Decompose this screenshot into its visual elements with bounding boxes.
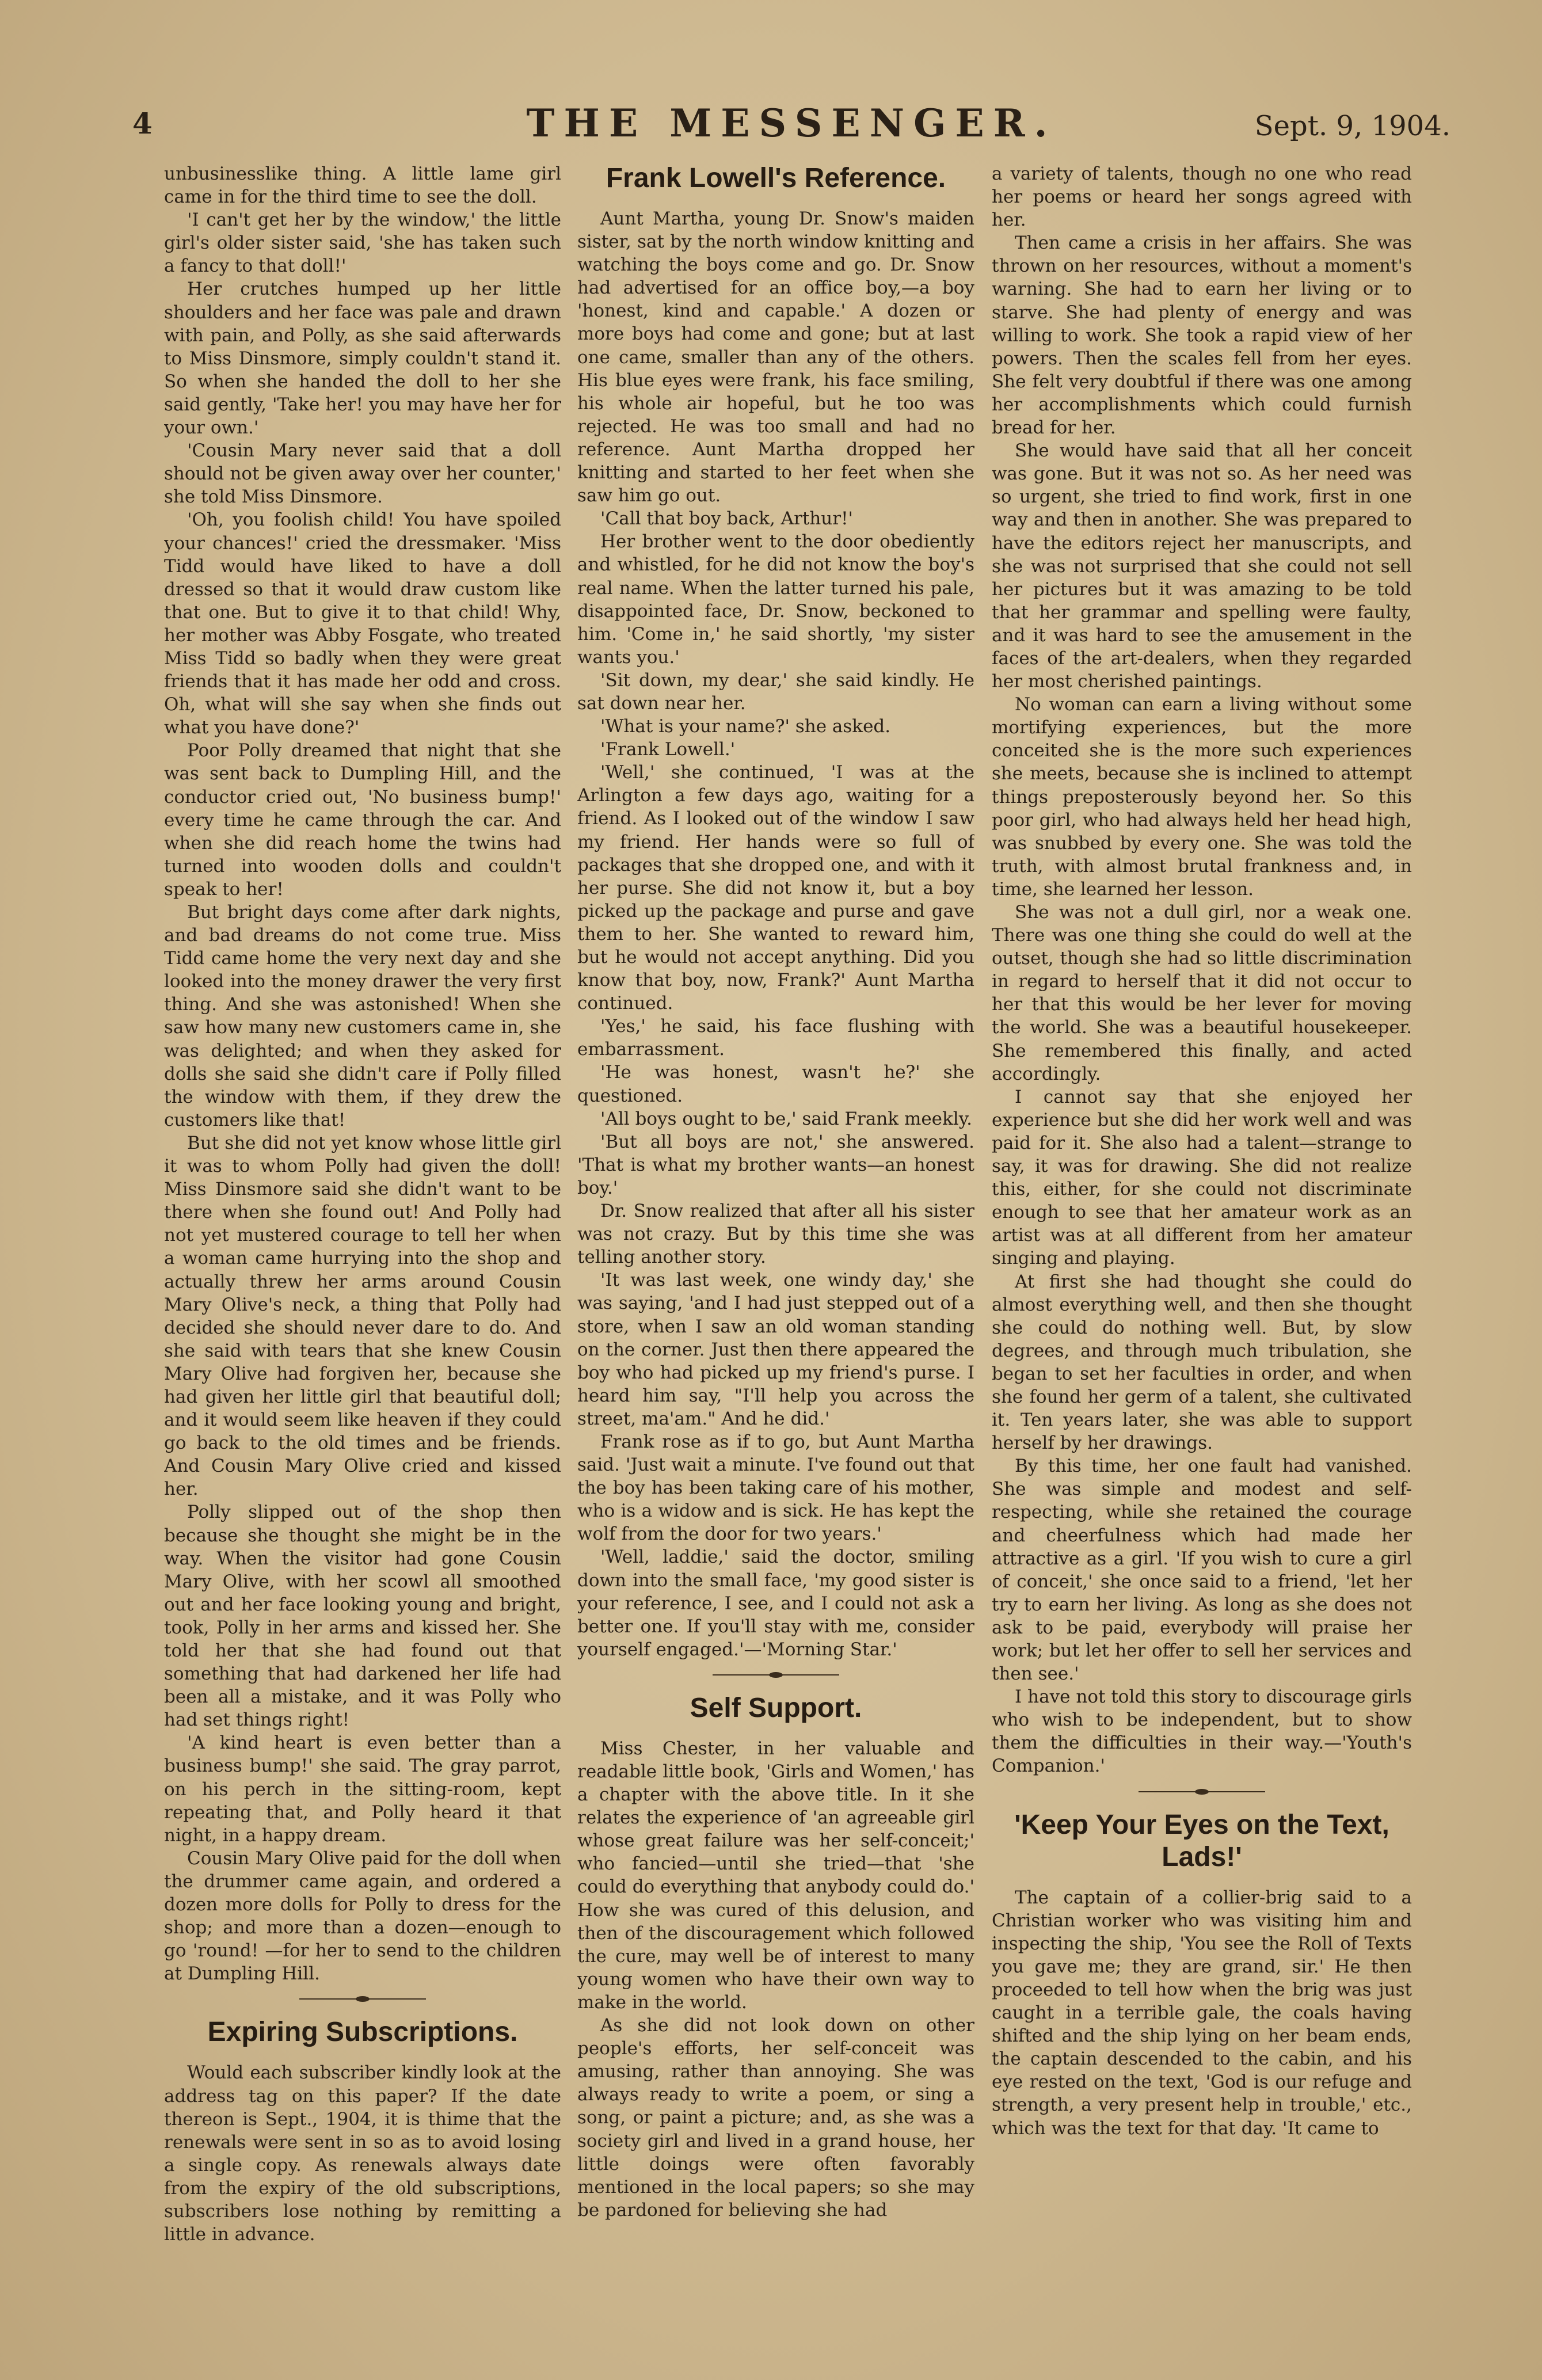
column-1 xyxy=(164,162,561,2344)
paragraph: a variety of talents, though no one who read her poems or heard her songs agreed with her. xyxy=(992,163,1412,231)
article-heading-keep-your-eyes: 'Keep Your Eyes on the Text, Lads!' xyxy=(1014,1809,1389,1872)
paragraph: I cannot say that she enjoyed her experience but she did her work well and was paid for it. She also had a talent—strange to say, it was for drawing. She did not realize this, either, for she could not discriminate enough to see that her amateur work as an artist was at all different from her amateur singing and playing. xyxy=(992,1086,1412,1269)
paragraph: Cousin Mary Olive paid for the doll when the drummer came again, and ordered a dozen more dolls for Polly to dress for the shop; and more than a dozen—enough to go 'round! —for her to send to the children at Dumpling Hill. xyxy=(164,1848,561,1985)
article-heading-expiring-subscriptions: Expiring Subscriptions. xyxy=(207,2017,518,2048)
paragraph: But bright days come after dark nights, and bad dreams do not come true. Miss Tidd came home the very next day and she looked into the money drawer the very first thing. And she was astonished! When she saw how many new customers came in, she was delighted; and when they asked for dolls she said she didn't care if Polly filled the window with them, if they drew the customers like that! xyxy=(164,902,561,1130)
paragraph: As she did not look down on other people's efforts, her self-conceit was amusing, rather than annoying. She was always ready to write a poem, or sing a song, or paint a picture; and, as she was a society girl and lived in a grand house, her little doings were often favorably mentioned in the local papers; so she may be pardoned for believing she had xyxy=(577,2015,974,2221)
paragraph: No woman can earn a living without some mortifying experiences, but the more conceited she is the more such experiences she meets, because she is inclined to attempt things preposterously beyond her. So this poor girl, who had always held her head high, was snubbed by every one. She was told the truth, with almost brutal frankness and, in time, she learned her lesson. xyxy=(992,694,1412,900)
column-2 xyxy=(577,162,974,2344)
paragraph: 'Frank Lowell.' xyxy=(600,739,736,760)
page-number: 4 xyxy=(132,106,153,140)
paragraph: 'Yes,' he said, his face flushing with embarrassment. xyxy=(577,1016,974,1060)
paragraph: 'But all boys are not,' she answered. 'That is what my brother wants—an honest boy.' xyxy=(577,1131,974,1198)
paragraph: Then came a crisis in her affairs. She was thrown on her resources, without a moment's warning. She had to earn her living or to starve. She had plenty of energy and was willing to work. She took a rapid view of her powers. Then the scales fell from her eyes. She felt very doubtful if there was one among her accomplishments which could furnish bread for her. xyxy=(992,233,1412,439)
paragraph: 'Cousin Mary never said that a doll should not be given away over her counter,' she told Miss Dinsmore. xyxy=(164,440,561,508)
section-divider xyxy=(164,1987,561,2010)
paragraph: Her brother went to the door obediently and whistled, for he did not know the boy's real name. When the latter turned his pale, disappointed face, Dr. Snow, beckoned to him. 'Come in,' he said shortly, 'my sister wants you.' xyxy=(577,531,974,668)
paragraph: 'All boys ought to be,' said Frank meekly. xyxy=(600,1108,972,1129)
paragraph: 'It was last week, one windy day,' she was saying, 'and I had just stepped out of a store, when I saw an old woman standing on the corner. Just then there appeared the boy who had picked up my friend's purse. I heard him say, "I'll help you across the street, ma'am." And he did.' xyxy=(577,1270,974,1429)
article-heading-self-support: Self Support. xyxy=(690,1692,862,1723)
paragraph: 'Oh, you foolish child! You have spoiled your chances!' cried the dressmaker. 'Miss Tidd would have liked to have a doll dressed so that it would draw custom like that one. But to give it to that child! Why, her mother was Abby Fosgate, who treated Miss Tidd so badly when they were great friends that it has made her odd and cross. Oh, what will she say when she finds out what you have done?' xyxy=(164,509,561,738)
paragraph: 'I can't get her by the window,' the little girl's older sister said, 'she has taken such a fancy to that doll!' xyxy=(164,210,561,277)
paragraph: By this time, her one fault had vanished. She was simple and modest and self-respecting, while she retained the courage and cheerfulness which had made her attractive as a girl. 'If you wish to cure a girl of conceit,' she once said to a friend, 'let her try to earn her living. As long as she does not ask to be paid, everybody will praise her work; but let her offer to sell her services and then see.' xyxy=(992,1456,1412,1685)
paragraph: Her crutches humped up her little shoulders and her face was pale and drawn with pain, and Polly, as she said afterwards to Miss Dinsmore, simply couldn't stand it. So when she handed the doll to her she said gently, 'Take her! you may have her for your own.' xyxy=(164,279,561,439)
column-3 xyxy=(992,162,1412,2344)
issue-date: Sept. 9, 1904. xyxy=(1254,110,1450,142)
paper-title: THE MESSENGER. xyxy=(526,101,1057,146)
paragraph: Frank rose as if to go, but Aunt Martha said. 'Just wait a minute. I've found out that the boy has been taking care of his mother, who is a widow and is sick. He has kept the wolf from the door for two years.' xyxy=(577,1431,974,1545)
paragraph: unbusinesslike thing. A little lame girl came in for the third time to see the doll. xyxy=(164,163,561,208)
paragraph: Polly slipped out of the shop then because she thought she might be in the way. When the visitor had gone Cousin Mary Olive, with her scowl all smoothed out and her face looking young and bright, took, Polly in her arms and kissed her. She told her that she had found out that something that had darkened her life had been all a mistake, and it was Polly who had set things right! xyxy=(164,1502,561,1731)
paragraph: 'A kind heart is even better than a business bump!' she said. The gray parrot, on his perch in the sitting-room, kept repeating that, and Polly heard it that night, in a happy dream. xyxy=(164,1732,561,1846)
paragraph: 'Call that boy back, Arthur!' xyxy=(600,508,854,530)
paragraph: She would have said that all her conceit was gone. But it was not so. As her need was so urgent, she tried to find work, first in one way and then in another. She was prepared to have the editors reject her manuscripts, and she was not surprised that she could not sell her pictures but it was amazing to be told that her grammar and spelling were faulty, and it was hard to see the amusement in the faces of the art-dealers, when they regarded her most cherished paintings. xyxy=(992,440,1412,692)
paragraph: At first she had thought she could do almost everything well, and then she thought she could do nothing well. But, by slow degrees, and through much tribulation, she began to set her faculties in order, and when she found her germ of a talent, she cultivated it. Ten years later, she was able to support herself by her drawings. xyxy=(992,1271,1412,1454)
section-divider xyxy=(992,1780,1412,1803)
section-divider xyxy=(577,1663,974,1686)
paragraph: 'Well,' she continued, 'I was at the Arlington a few days ago, waiting for a friend. As I looked out of the window I saw my friend. Her hands were so full of packages that she dropped one, and with it her purse. She did not know it, but a boy picked up the package and purse and gave them to her. She wanted to reward him, but he would not accept anything. Did you know that boy, now, Frank?' Aunt Martha continued. xyxy=(577,762,974,1014)
paragraph: 'Sit down, my dear,' she said kindly. He sat down near her. xyxy=(577,669,974,714)
paragraph: Poor Polly dreamed that night that she was sent back to Dumpling Hill, and the conductor cried out, 'No business bump!' every time he came through the car. And when she did reach home the twins had turned into wooden dolls and couldn't speak to her! xyxy=(164,740,561,900)
paragraph: But she did not yet know whose little girl it was to whom Polly had given the doll! Miss Dinsmore said she didn't want to be there when she found out! And Polly had not yet mustered courage to tell her when a woman came hurrying into the shop and actually threw her arms around Cousin Mary Olive's neck, a thing that Polly had decided she should never dare to do. And she said with tears that she knew Cousin Mary Olive had forgiven her, because she had given her little girl that beautiful doll; and it would seem like heaven if they could go back to the old times and be friends. And Cousin Mary Olive cried and kissed her. xyxy=(164,1132,561,1500)
paragraph: 'Well, laddie,' said the doctor, smiling down into the small face, 'my good sister is your reference, I see, and I could not ask a better one. If you'll stay with me, consider yourself engaged.'—'Morning Star.' xyxy=(577,1547,974,1660)
paragraph: Miss Chester, in her valuable and readable little book, 'Girls and Women,' has a chapter with the above title. In it she relates the experience of 'an agreeable girl whose great failure was her self-conceit;' who fancied—until she tried—that 'she could do everything that anybody could do.' How she was cured of this delusion, and then of the discouragement which followed the cure, may well be of interest to many young women who have their own way to make in the world. xyxy=(577,1738,974,2013)
paragraph: 'What is your name?' she asked. xyxy=(600,716,891,737)
paragraph: The captain of a collier-brig said to a Christian worker who was visiting him and inspecting the ship, 'You see the Roll of Texts you gave me; they are grand, sir.' He then proceeded to tell how when the brig was just caught in a terrible gale, the coals having shifted and the ship lying on her beam ends, the captain descended to the cabin, and his eye rested on the text, 'God is our refuge and strength, a very present help in trouble,' etc., which was the text for that day. 'It came to xyxy=(992,1887,1412,2139)
paragraph: Would each subscriber kindly look at the address tag on this paper? If the date thereon is Sept., 1904, it is thime that the renewals were sent in so as to avoid losing a single copy. As renewals always date from the expiry of the old subscriptions, subscribers lose nothing by remitting a little in advance. xyxy=(164,2062,561,2245)
paragraph: Dr. Snow realized that after all his sister was not crazy. But by this time she was telling another story. xyxy=(577,1201,974,1268)
paragraph: Aunt Martha, young Dr. Snow's maiden sister, sat by the north window knitting and watching the boys come and go. Dr. Snow had advertised for an office boy,—a boy 'honest, kind and capable.' A dozen or more boys had come and gone; but at last one came, smaller than any of the others. His blue eyes were frank, his face smiling, his whole air hopeful, but he too was rejected. He was too small and had no reference. Aunt Martha dropped her knitting and started to her feet when she saw him go out. xyxy=(577,208,974,507)
paragraph: She was not a dull girl, nor a weak one. There was one thing she could do well at the outset, though she had so little discrimination in regard to herself that it did not occur to her that this would be her lever for moving the world. She was a beautiful housekeeper. She remembered this finally, and acted accordingly. xyxy=(992,902,1412,1084)
masthead xyxy=(132,101,1450,155)
article-heading-frank-lowell: Frank Lowell's Reference. xyxy=(606,163,946,193)
paragraph: I have not told this story to discourage girls who wish to be independent, but to show them the difficulties in their way.—'Youth's Companion.' xyxy=(992,1686,1412,1777)
paragraph: 'He was honest, wasn't he?' she questioned. xyxy=(577,1062,974,1106)
